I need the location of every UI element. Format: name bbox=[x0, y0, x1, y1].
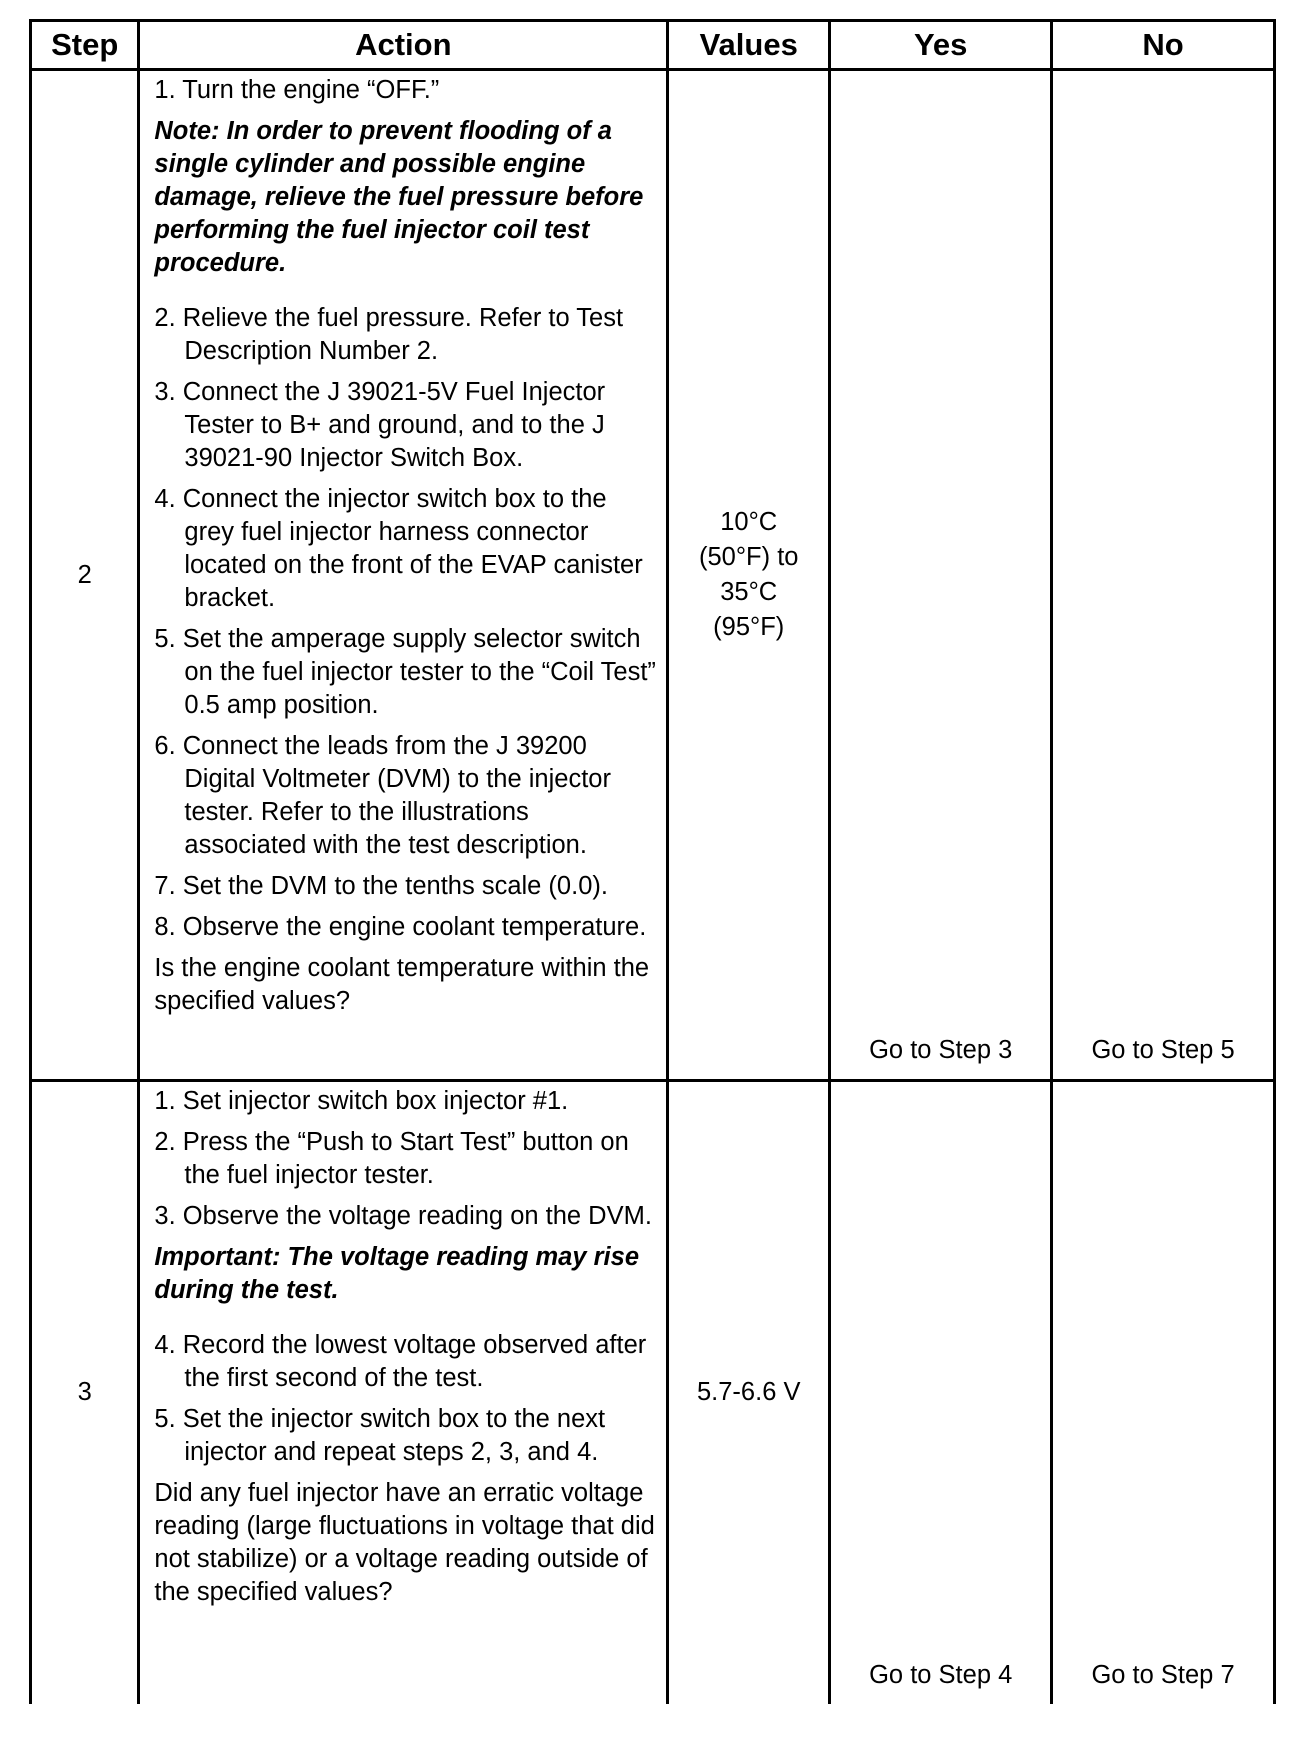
action-question: Did any fuel injector have an erratic voltage reading (large fluctuations in voltage that did not stabilize) or a voltage reading outside of the specified values? bbox=[154, 1479, 655, 1606]
action-item: 7. Set the DVM to the tenths scale (0.0). bbox=[154, 872, 608, 900]
action-item: 2. Press the “Push to Start Test” button on the fuel injector tester. bbox=[154, 1128, 629, 1189]
table-row bbox=[31, 1081, 1275, 1704]
action-note: Note: In order to prevent flooding of a single cylinder and possible engine damage, relieve the fuel pressure before performing the fuel injector coil test procedure. bbox=[154, 117, 644, 277]
action-cell bbox=[139, 1081, 668, 1704]
action-item: 4. Record the lowest voltage observed after the first second of the test. bbox=[154, 1331, 647, 1392]
no-result: Go to Step 7 bbox=[1052, 1081, 1275, 1704]
diagnostic-table bbox=[29, 19, 1276, 1704]
diagnostic-table-container bbox=[29, 19, 1276, 1704]
no-result: Go to Step 5 bbox=[1052, 70, 1275, 1081]
action-item: 6. Connect the leads from the J 39200 Digital Voltmeter (DVM) to the injector tester. Refer to the illustrations associated with the test description. bbox=[154, 732, 611, 859]
action-item: 5. Set the amperage supply selector switch on the fuel injector tester to the “Coil Test” 0.5 amp position. bbox=[154, 625, 656, 719]
action-item: 3. Observe the voltage reading on the DVM. bbox=[154, 1202, 652, 1230]
header-values: Values bbox=[668, 21, 830, 70]
header-no: No bbox=[1052, 21, 1275, 70]
table-row bbox=[31, 70, 1275, 1081]
action-item: 1. Set injector switch box injector #1. bbox=[154, 1087, 569, 1115]
action-item: 4. Connect the injector switch box to the grey fuel injector harness connector located on the front of the EVAP canister bracket. bbox=[154, 485, 643, 612]
header-action: Action bbox=[139, 21, 668, 70]
action-note: Important: The voltage reading may rise during the test. bbox=[154, 1243, 640, 1304]
values-line: (95°F) bbox=[713, 613, 785, 641]
action-question: Is the engine coolant temperature within the specified values? bbox=[154, 954, 650, 1015]
values-text bbox=[699, 505, 798, 645]
action-item: 2. Relieve the fuel pressure. Refer to Test Description Number 2. bbox=[154, 304, 624, 365]
values-line: (50°F) to bbox=[698, 543, 799, 571]
action-item: 8. Observe the engine coolant temperature. bbox=[154, 913, 647, 941]
action-item: 5. Set the injector switch box to the next injector and repeat steps 2, 3, and 4. bbox=[154, 1405, 606, 1466]
header-row bbox=[31, 21, 1275, 70]
values-cell bbox=[668, 70, 830, 1081]
step-number: 2 bbox=[31, 70, 139, 1081]
values-line: 35°C bbox=[720, 578, 778, 606]
action-cell bbox=[139, 70, 668, 1081]
step-number: 3 bbox=[31, 1081, 139, 1704]
values-cell: 5.7-6.6 V bbox=[668, 1081, 830, 1704]
action-item: 1. Turn the engine “OFF.” bbox=[154, 76, 440, 104]
header-step: Step bbox=[31, 21, 139, 70]
action-item: 3. Connect the J 39021-5V Fuel Injector Tester to B+ and ground, and to the J 39021-90 Injector Switch Box. bbox=[154, 378, 606, 472]
yes-result: Go to Step 3 bbox=[830, 70, 1052, 1081]
values-line: 10°C bbox=[720, 508, 778, 536]
yes-result: Go to Step 4 bbox=[830, 1081, 1052, 1704]
header-yes: Yes bbox=[830, 21, 1052, 70]
